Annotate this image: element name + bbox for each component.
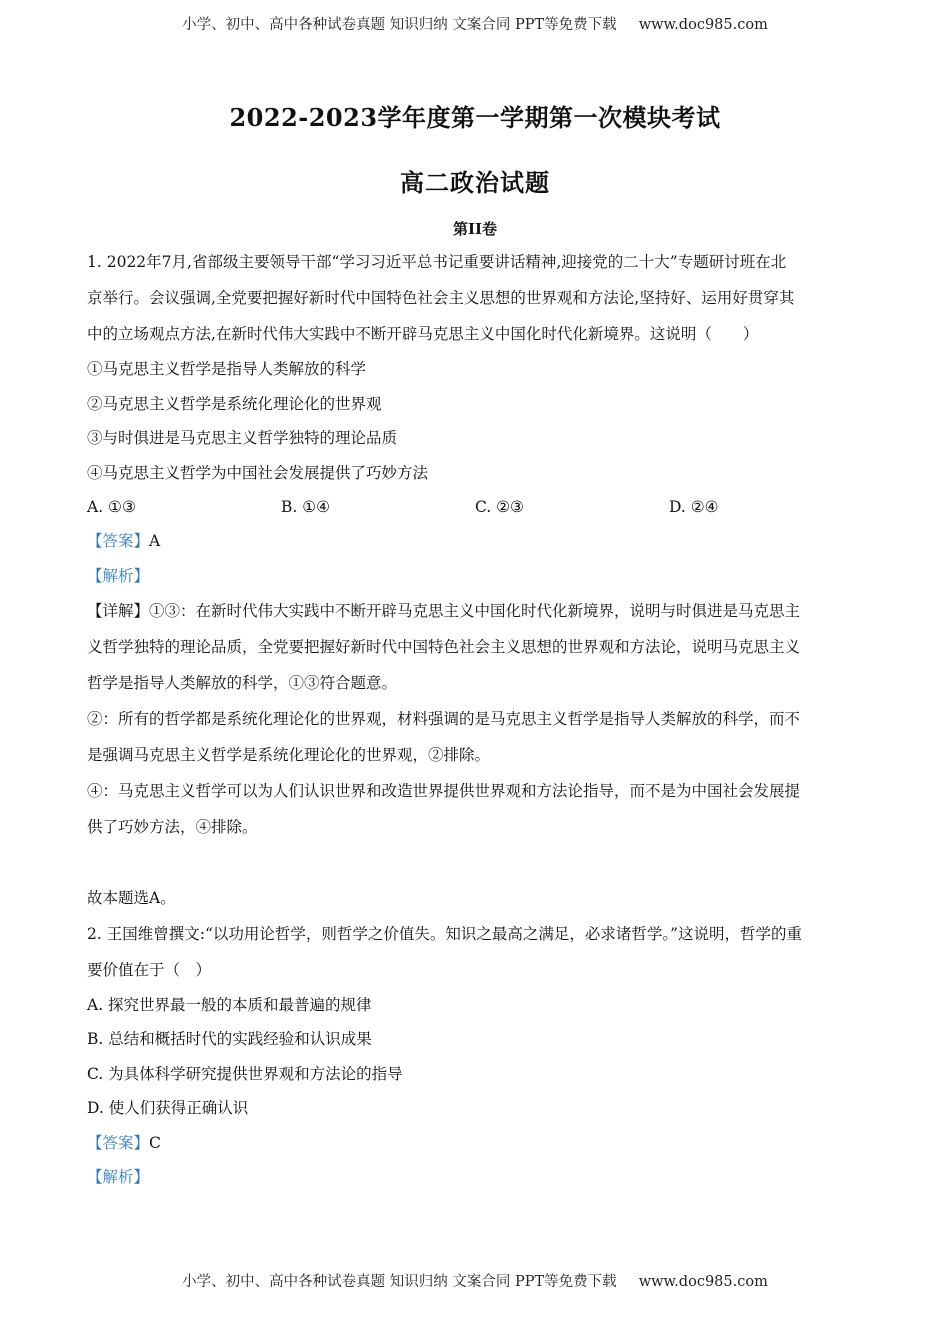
detail-line: ②：所有的哲学都是系统化理论化的世界观，材料强调的是马克思主义哲学是指导人类解放的科学，而不: [87, 710, 801, 728]
answer-line: [87, 524, 867, 559]
section-heading: 第II卷: [452, 220, 498, 238]
document-body: [87, 244, 867, 1195]
answer-tag: 【答案】: [87, 532, 150, 550]
detail-line: 供了巧妙方法，④排除。: [87, 818, 258, 836]
document-title: 2022-2023学年度第一学期第一次模块考试: [229, 103, 721, 132]
conclusion-line: 故本题选A。: [87, 889, 176, 907]
statement-item: ③与时俱进是马克思主义哲学独特的理论品质: [87, 429, 398, 447]
page-header: [0, 13, 950, 34]
question-2: [87, 916, 867, 1195]
statement-item: ②马克思主义哲学是系统化理论化的世界观: [87, 394, 382, 413]
answer-value: A: [149, 532, 161, 550]
page-footer: [0, 1270, 950, 1291]
document-subtitle: 高二政治试题: [400, 168, 550, 197]
header-text: 小学、初中、高中各种试卷真题 知识归纳 文案合同 PPT等免费下载: [182, 17, 617, 33]
question-1: [87, 244, 867, 916]
option-a: A. 探究世界最一般的本质和最普遍的规律: [87, 995, 372, 1014]
question-stem-line: 2. 王国维曾撰文:“以功用论哲学，则哲学之价值失。知识之最高之满足，必求诸哲学。”这说明，哲学的重: [87, 924, 803, 943]
answer-options: [87, 490, 867, 524]
option-c: C. 为具体科学研究提供世界观和方法论的指导: [87, 1064, 403, 1083]
detail-line: 是强调马克思主义哲学是系统化理论化的世界观，②排除。: [87, 746, 491, 764]
detail-line: 哲学是指导人类解放的科学，①③符合题意。: [87, 674, 398, 692]
option-d: D. ②④: [669, 498, 719, 516]
analysis-tag: 【解析】: [87, 566, 150, 585]
option-b: B. 总结和概括时代的实践经验和认识成果: [87, 1030, 372, 1048]
question-stem-line: 要价值在于（ ）: [87, 960, 212, 979]
analysis-tag: 【解析】: [87, 1168, 150, 1186]
question-stem-line: 京举行。会议强调,全党要把握好新时代中国特色社会主义思想的世界观和方法论,坚持好、运用好贯穿其: [87, 289, 795, 307]
option-a: A. ①③: [87, 498, 136, 516]
detail-line: 义哲学独特的理论品质，全党要把握好新时代中国特色社会主义思想的世界观和方法论，说明马克思主义: [87, 638, 801, 656]
spacer: [87, 845, 867, 881]
header-site: www.doc985.com: [638, 17, 768, 33]
detail-line: 【详解】①③：在新时代伟大实践中不断开辟马克思主义中国化时代化新境界，说明与时俱进是马克思主: [87, 602, 801, 620]
answer-value: C: [149, 1133, 161, 1152]
footer-site: www.doc985.com: [638, 1274, 768, 1290]
footer-text: 小学、初中、高中各种试卷真题 知识归纳 文案合同 PPT等免费下载: [182, 1274, 617, 1290]
option-c: C. ②③: [475, 498, 524, 516]
statement-item: ④马克思主义哲学为中国社会发展提供了巧妙方法: [87, 463, 429, 482]
question-stem-line: 1. 2022年7月,省部级主要领导干部“学习习近平总书记重要讲话精神,迎接党的二十大”专题研讨班在北: [87, 253, 787, 271]
option-b: B. ①④: [281, 498, 331, 516]
option-d: D. 使人们获得正确认识: [87, 1099, 249, 1117]
statement-item: ①马克思主义哲学是指导人类解放的科学: [87, 360, 367, 378]
analysis-line: [87, 1160, 867, 1195]
answer-tag: 【答案】: [87, 1133, 150, 1152]
analysis-line: [87, 559, 867, 594]
detail-line: ④：马克思主义哲学可以为人们认识世界和改造世界提供世界观和方法论指导，而不是为中国社会发展提: [87, 782, 801, 800]
answer-line: [87, 1126, 867, 1161]
question-stem-line: 中的立场观点方法,在新时代伟大实践中不断开辟马克思主义中国化时代化新境界。这说明（ ）: [87, 325, 759, 343]
